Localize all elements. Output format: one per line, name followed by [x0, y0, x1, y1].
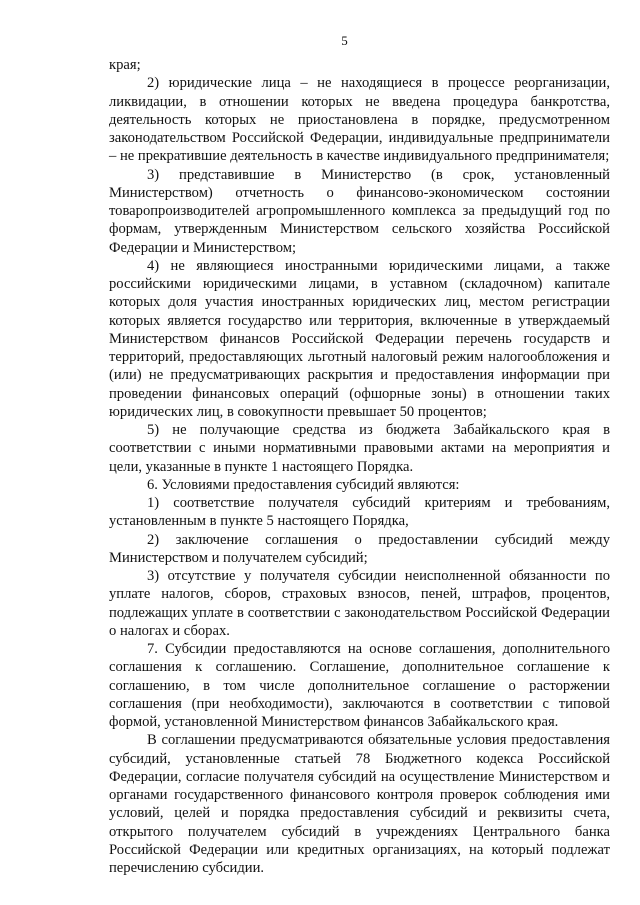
paragraph-condition-1: 1) соответствие получателя субсидий критериям и требованиям, установленным в пункте 5 настоящего Порядка,: [109, 495, 610, 530]
paragraph-continuation: края;: [109, 57, 141, 73]
paragraph-section-6-heading: 6. Условиями предоставления субсидий являются:: [147, 476, 460, 493]
paragraph-item-3-reporting: 3) представившие в Министерство (в срок, установленный Министерством) отчетность о финансово-экономическом состоянии товаропроизводителей агропромышленного комплекса за предыдущий год по формам, утвержденным Министерством сельского хозяйства Российской Федерации и Министерством;: [109, 166, 610, 256]
paragraph-item-2-legal-entities: 2) юридические лица – не находящиеся в процессе реорганизации, ликвидации, в отношении которых не введена процедура банкротства, деятельность которых не приостановлена в порядке, предусмотренном законодательством Российской Федерации, индивидуальные предприниматели – не прекратившие деятельность в качестве индивидуального предпринимателя;: [109, 75, 610, 165]
paragraph-condition-3: 3) отсутствие у получателя субсидии неисполненной обязанности по уплате налогов, сборов, страховых взносов, пеней, штрафов, процентов, подлежащих уплате в соответствии с законодательством Российской Федерации о налогах и сборах.: [109, 568, 610, 639]
paragraph-agreement-terms: В соглашении предусматриваются обязательные условия предоставления субсидий, установленные статьей 78 Бюджетного кодекса Российской Федерации, согласие получателя субсидий на осуществление Министерством и органами государственного финансового контроля проверок соблюдения ими условий, целей и порядка предоставления субсидий и реквизиты счета, открытого получателем субсидий в учреждениях Центрального банка Российской Федерации или кредитных организациях, на который подлежат перечислению субсидии.: [109, 732, 610, 876]
paragraph-section-7: 7. Субсидии предоставляются на основе соглашения, дополнительного соглашения к соглашению. Соглашение, дополнительное соглашение к соглашению, в том числе дополнительное соглашение о расторжении соглашения (при необходимости), заключаются в соответствии с типовой формой, установленной Министерством финансов Забайкальского края.: [109, 641, 610, 730]
paragraph-item-4-foreign-entities: 4) не являющиеся иностранными юридическими лицами, а также российскими юридическими лицами, в уставном (складочном) капитале которых доля участия иностранных юридических лиц, местом регистрации которых является государство или территория, включенные в утверждаемый Министерством финансов Российской Федерации перечень государств и территорий, предоставляющих льготный налоговый режим налогообложения и (или) не предусматривающих раскрытия и предоставления информации при проведении финансовых операций (офшорные зоны) в отношении таких юридических лиц, в совокупности превышает 50 процентов;: [109, 257, 610, 420]
paragraph-condition-2: 2) заключение соглашения о предоставлении субсидий между Министерством и получателем субсидий;: [109, 531, 610, 566]
paragraph-item-5-budget-funds: 5) не получающие средства из бюджета Забайкальского края в соответствии с иными нормативными правовыми актами на мероприятия и цели, указанные в пункте 1 настоящего Порядка.: [109, 422, 610, 475]
page-number: 5: [341, 33, 348, 48]
